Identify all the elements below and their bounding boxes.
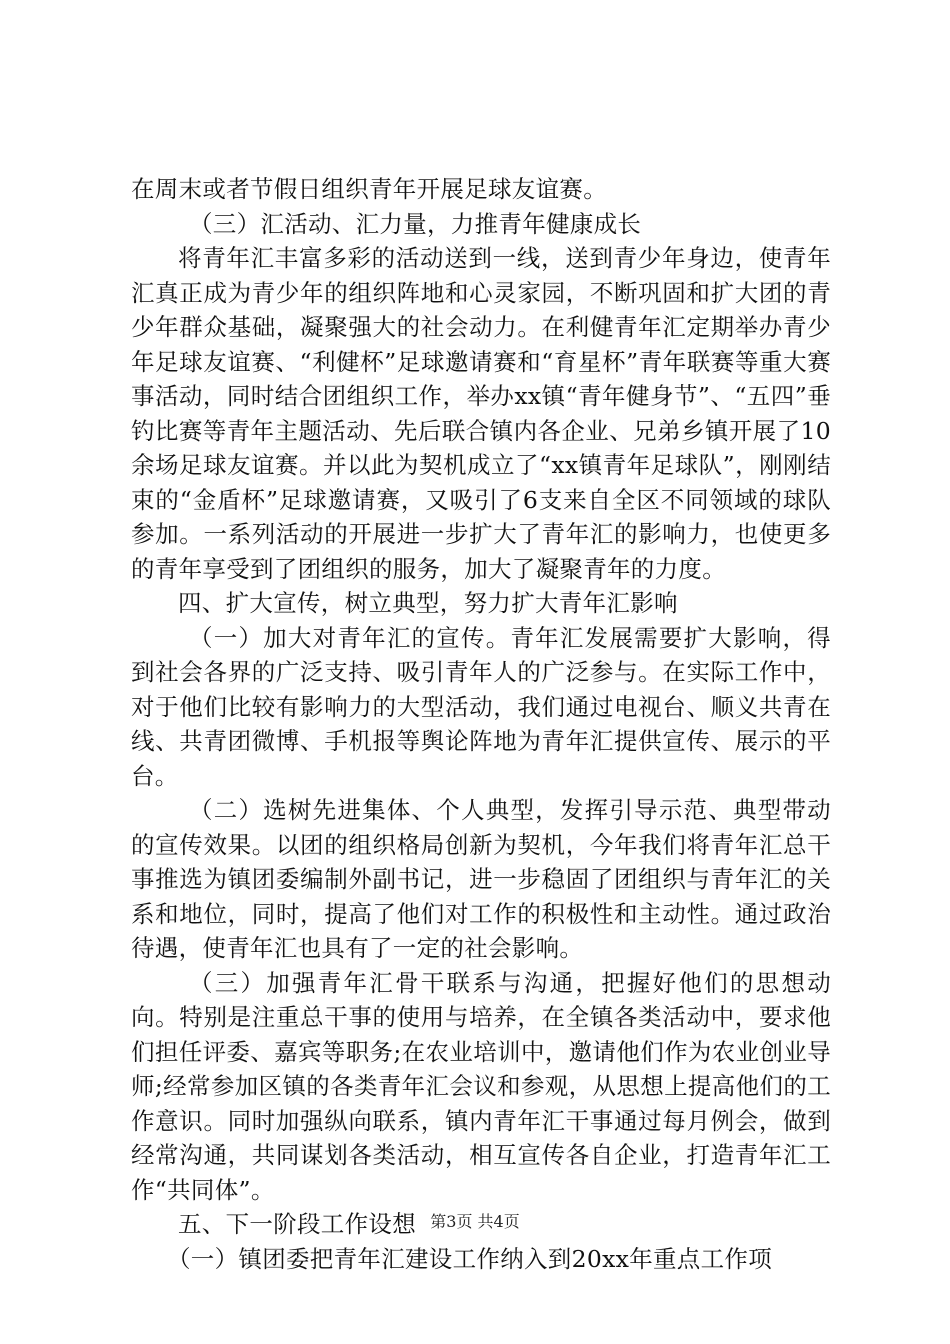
paragraph-publicity: （一）加大对青年汇的宣传。青年汇发展需要扩大影响，得到社会各界的广泛支持、吸引青年人的广泛参与。在实际工作中，对于他们比较有影响力的大型活动，我们通过电视台、顺义共青在线、共青团微博、手机报等舆论阵地为青年汇提供宣传、展示的平台。 [131,623,831,790]
paragraph-models: （二）选树先进集体、个人典型，发挥引导示范、典型带动的宣传效果。以团的组织格局创新为契机，今年我们将青年汇总干事推选为镇团委编制外副书记，进一步稳固了团组织与青年汇的关系和地位，同时，提高了他们对工作的积极性和主动性。通过政治待遇，使青年汇也具有了一定的社会影响。 [131,796,831,962]
page-footer: 第3页 共4页 [430,1212,520,1231]
paragraph-continuation: 在周末或者节假日组织青年开展足球友谊赛。 [131,175,607,203]
section-heading-4: 四、扩大宣传，树立典型，努力扩大青年汇影响 [178,589,678,617]
document-body [131,172,831,1276]
section-heading-5: 五、下一阶段工作设想 [178,1210,416,1238]
paragraph-activities: 将青年汇丰富多彩的活动送到一线，送到青少年身边，使青年汇真正成为青少年的组织阵地和心灵家园，不断巩固和扩大团的青少年群众基础，凝聚强大的社会动力。在利健青年汇定期举办青少年足球友谊赛、“利健杯”足球邀请赛和“育星杯”青年联赛等重大赛事活动，同时结合团组织工作，举办xx镇“青年健身节”、“五四”垂钓比赛等青年主题活动、先后联合镇内各企业、兄弟乡镇开展了10余场足球友谊赛。并以此为契机成立了“xx镇青年足球队”，刚刚结束的“金盾杯”足球邀请赛，又吸引了6支来自全区不同领域的球队参加。一系列活动的开展进一步扩大了青年汇的影响力，也使更多的青年享受到了团组织的服务，加大了凝聚青年的力度。 [131,244,831,583]
paragraph-next-plan: （一）镇团委把青年汇建设工作纳入到20xx年重点工作项 [167,1244,773,1273]
subheading-3: （三）汇活动、汇力量，力推青年健康成长 [189,209,642,238]
paragraph-communication: （三）加强青年汇骨干联系与沟通，把握好他们的思想动向。特别是注重总干事的使用与培养，在全镇各类活动中，要求他们担任评委、嘉宾等职务;在农业培训中，邀请他们作为农业创业导师;经常参加区镇的各类青年汇会议和参观，从思想上提高他们的工作意识。同时加强纵向联系，镇内青年汇干事通过每月例会，做到经常沟通，共同谋划各类活动，相互宣传各自企业，打造青年汇工作“共同体”。 [131,968,831,1204]
